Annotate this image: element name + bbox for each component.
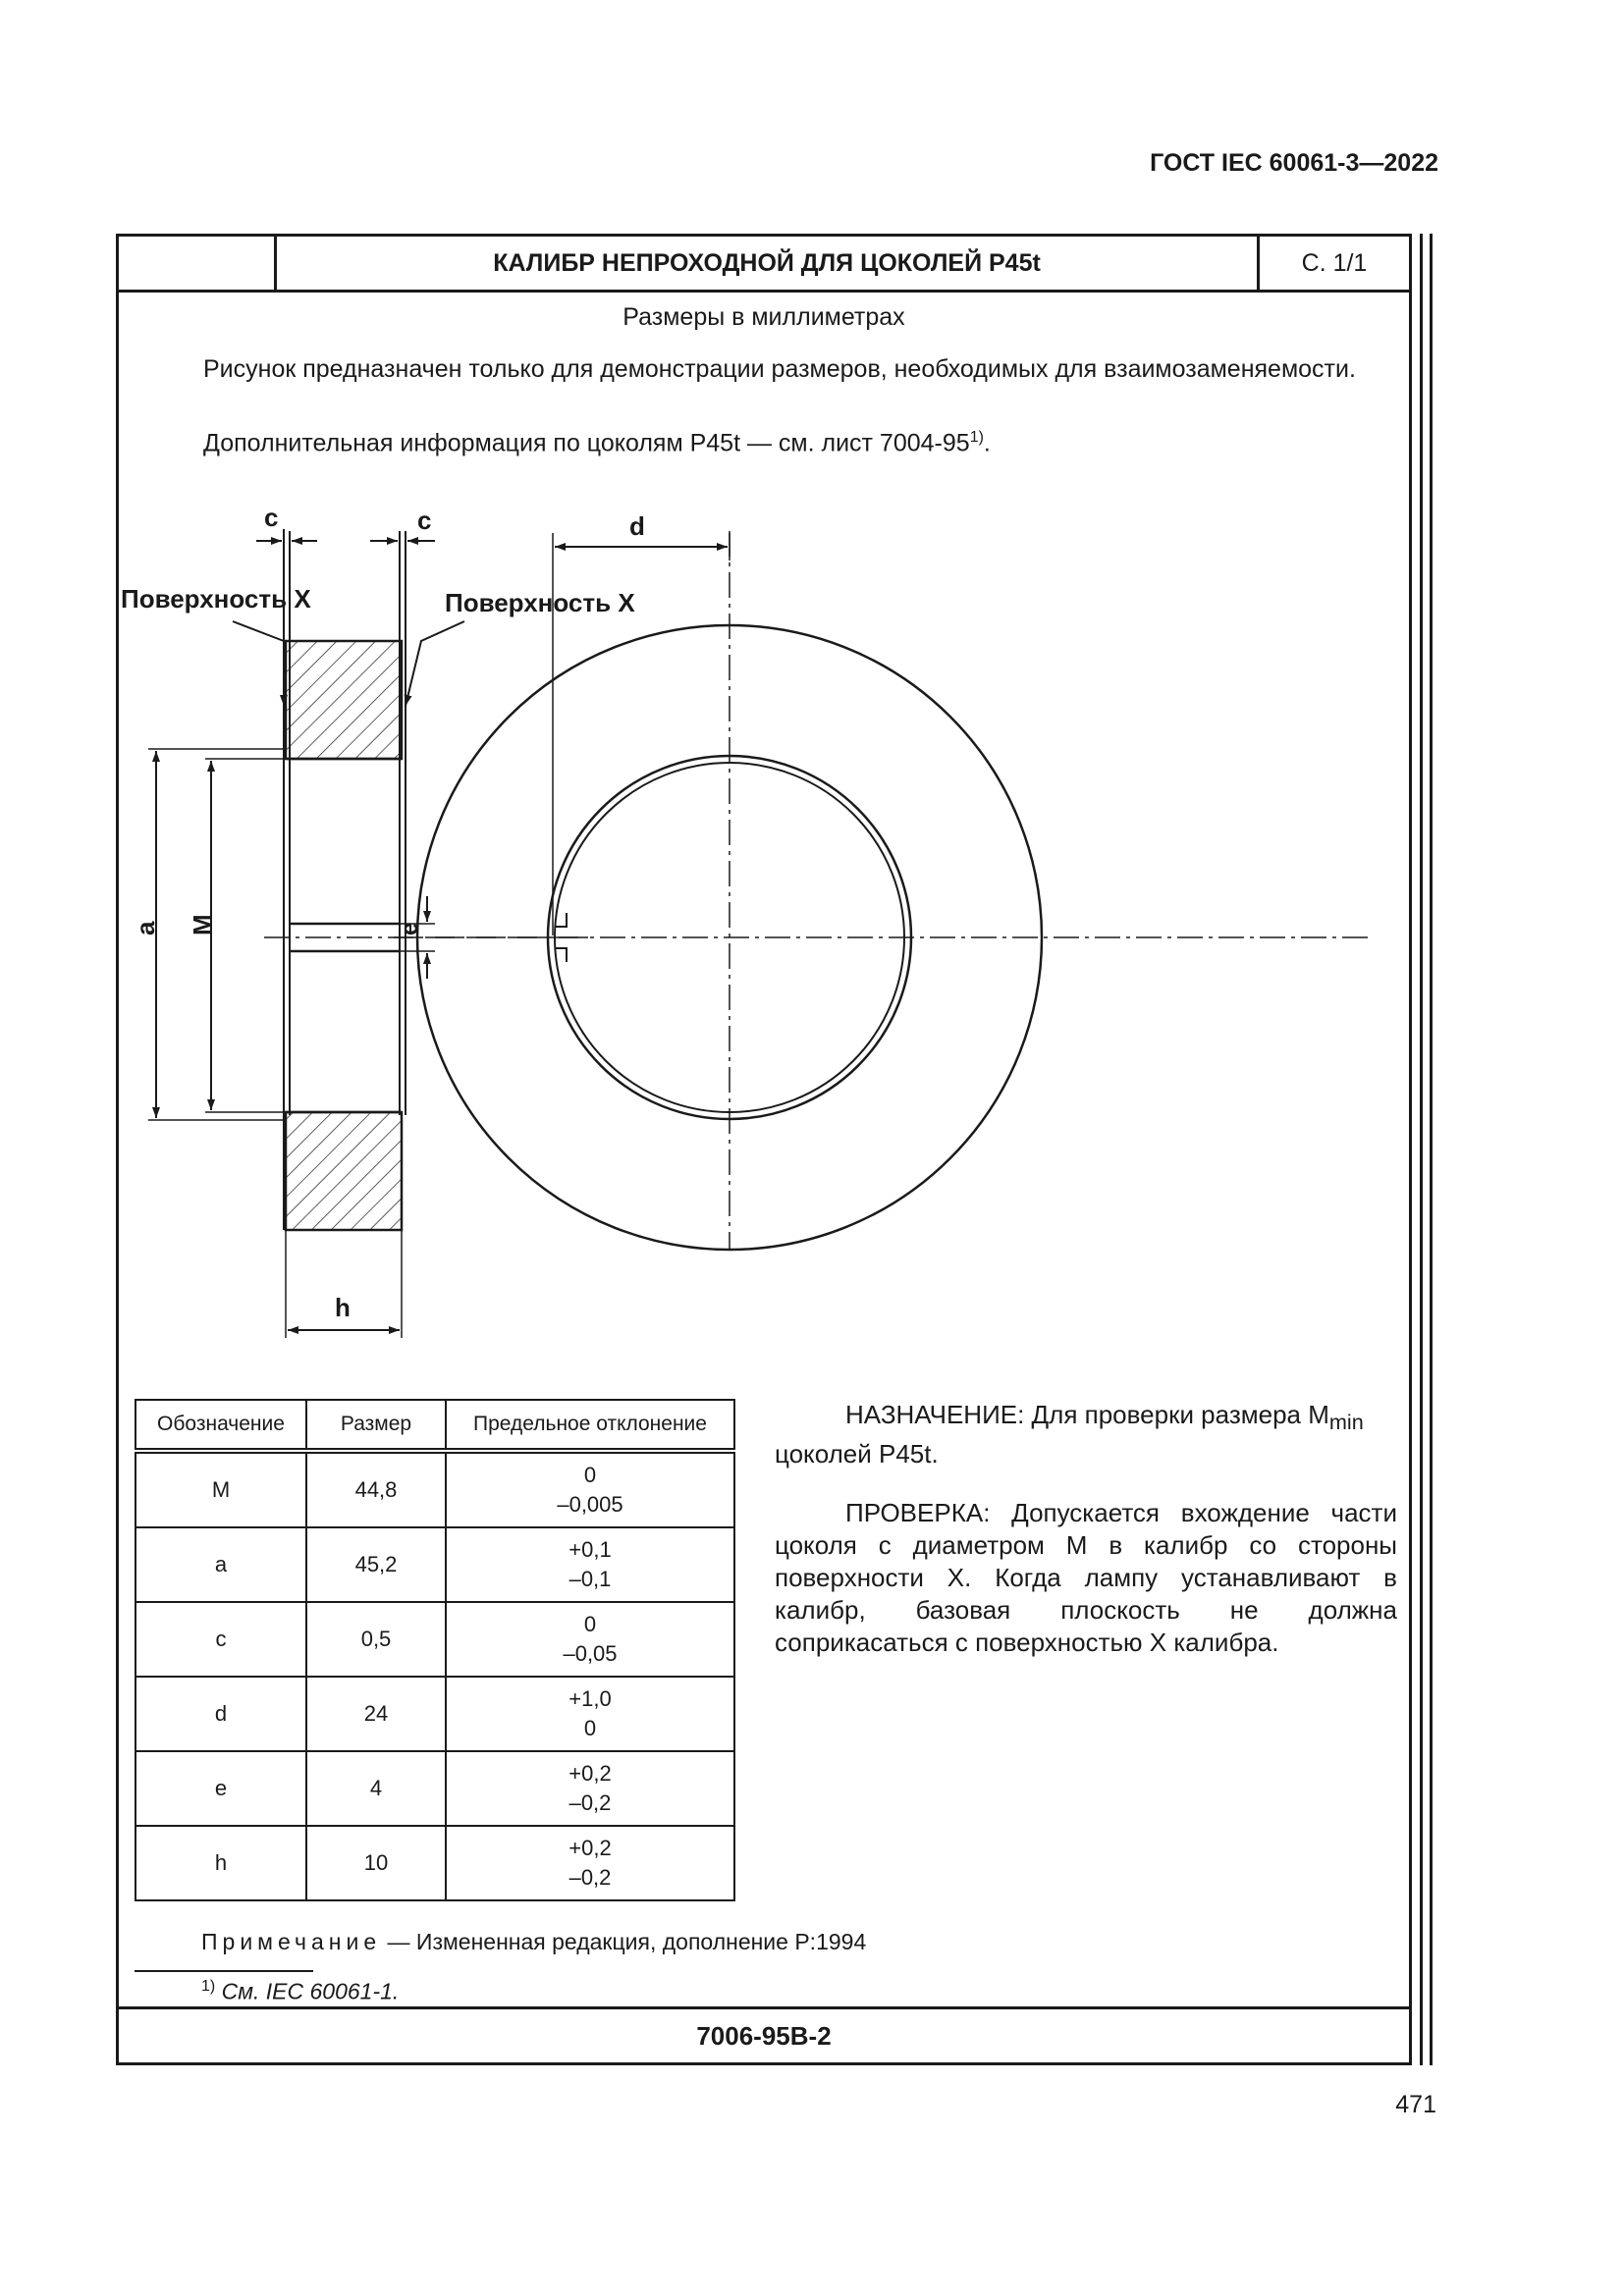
- label-c-left: c: [264, 503, 279, 532]
- tolerance-lower: –0,005: [557, 1492, 623, 1517]
- cell-symbol: M: [135, 1451, 306, 1527]
- tolerance-lower: –0,05: [563, 1641, 618, 1666]
- tolerance-lower: –0,1: [568, 1567, 612, 1591]
- footnote-text: См. IEC 60061-1.: [221, 1978, 400, 2004]
- label-d: d: [629, 511, 645, 541]
- purpose-text: [775, 1399, 1397, 1470]
- cell-symbol: h: [135, 1826, 306, 1900]
- units-note: Размеры в миллиметрах: [622, 303, 905, 331]
- label-M: M: [188, 914, 217, 935]
- section-view: [264, 531, 590, 1230]
- tolerance-lower: –0,2: [568, 1865, 612, 1890]
- cell-size: 4: [306, 1751, 446, 1826]
- page-number: 471: [1395, 2091, 1436, 2118]
- tolerance-lower: 0: [583, 1716, 597, 1740]
- margin-rail-1: [1420, 234, 1423, 2065]
- cell-size: 44,8: [306, 1451, 446, 1527]
- table-row: [135, 1751, 734, 1826]
- tolerance-upper: 0: [583, 1463, 597, 1487]
- cell-size: 0,5: [306, 1602, 446, 1677]
- note-text: — Измененная редакция, дополнение P:1994: [381, 1929, 867, 1954]
- tolerance-upper: +1,0: [568, 1686, 612, 1711]
- label-surface-right: Поверхность X: [445, 588, 635, 617]
- standard-designation: ГОСТ IEC 60061-3—2022: [1150, 149, 1438, 177]
- check-text: ПРОВЕРКА: Допускается вхождение части цоколя с диаметром M в калибр со стороны поверхности X. Когда лампу устанавливают в калибр, базовая плоскость не должна соприкасаться с поверхностью X калибра.: [775, 1498, 1397, 1657]
- margin-rail-2: [1430, 234, 1433, 2065]
- purpose-subscript: min: [1328, 1410, 1364, 1435]
- label-e: e: [397, 922, 423, 935]
- sheet-footer-code: 7006-95B-2: [119, 2006, 1409, 2062]
- purpose-main: НАЗНАЧЕНИЕ: Для проверки размера M: [845, 1400, 1329, 1429]
- cell-symbol: c: [135, 1602, 306, 1677]
- sheet-number: С. 1/1: [1301, 248, 1368, 277]
- footnote-separator: [135, 1970, 313, 1972]
- tolerance-upper: 0: [583, 1612, 597, 1636]
- cell-size: 45,2: [306, 1527, 446, 1602]
- front-view: [394, 531, 1368, 1250]
- column-header: Предельное отклонение: [446, 1400, 734, 1451]
- note-prefix: Примечание: [201, 1929, 382, 1954]
- tolerance-upper: +0,2: [568, 1761, 612, 1786]
- label-a: a: [131, 921, 160, 935]
- table-row: [135, 1451, 734, 1527]
- footnote: [201, 1978, 399, 2005]
- table-row: [135, 1527, 734, 1602]
- cell-tolerance: [446, 1751, 734, 1826]
- cell-tolerance: [446, 1602, 734, 1677]
- table-row: [135, 1677, 734, 1751]
- tolerance-lower: –0,2: [568, 1790, 612, 1815]
- dim-c: [256, 529, 435, 541]
- label-h: h: [335, 1293, 351, 1322]
- sheet-title: КАЛИБР НЕПРОХОДНОЙ ДЛЯ ЦОКОЛЕЙ P45t: [277, 237, 1260, 290]
- table-row: [135, 1602, 734, 1677]
- footnote-mark: 1): [201, 1978, 216, 1995]
- intro-paragraph-2-text: Дополнительная информация по цоколям P45t — см. лист 7004-95: [203, 429, 970, 457]
- tolerance-upper: +0,1: [568, 1537, 612, 1562]
- cell-size: 24: [306, 1677, 446, 1751]
- column-header: Обозначение: [135, 1400, 306, 1451]
- cell-tolerance: [446, 1527, 734, 1602]
- table-header-row: [135, 1400, 734, 1451]
- footnote-ref: 1): [969, 429, 984, 446]
- intro-paragraph-2-end: .: [983, 429, 991, 457]
- cell-symbol: a: [135, 1527, 306, 1602]
- table-row: [135, 1826, 734, 1900]
- cell-symbol: e: [135, 1751, 306, 1826]
- gauge-drawing: [119, 237, 1409, 1365]
- cell-tolerance: [446, 1451, 734, 1527]
- cell-symbol: d: [135, 1677, 306, 1751]
- intro-paragraph-1: Рисунок предназначен только для демонстрации размеров, необходимых для взаимозаменяемости.: [203, 355, 1356, 383]
- cell-tolerance: [446, 1677, 734, 1751]
- cell-tolerance: [446, 1826, 734, 1900]
- label-surface-left: Поверхность X: [121, 584, 311, 614]
- dimensions-table: [135, 1399, 735, 1901]
- cell-size: 10: [306, 1826, 446, 1900]
- column-header: Размер: [306, 1400, 446, 1451]
- label-c-right: c: [417, 506, 432, 535]
- purpose-end: цоколей P45t.: [775, 1439, 939, 1469]
- note: [201, 1929, 866, 1955]
- tolerance-upper: +0,2: [568, 1836, 612, 1860]
- sheet-frame: [116, 234, 1412, 2065]
- dim-M: [205, 759, 286, 1112]
